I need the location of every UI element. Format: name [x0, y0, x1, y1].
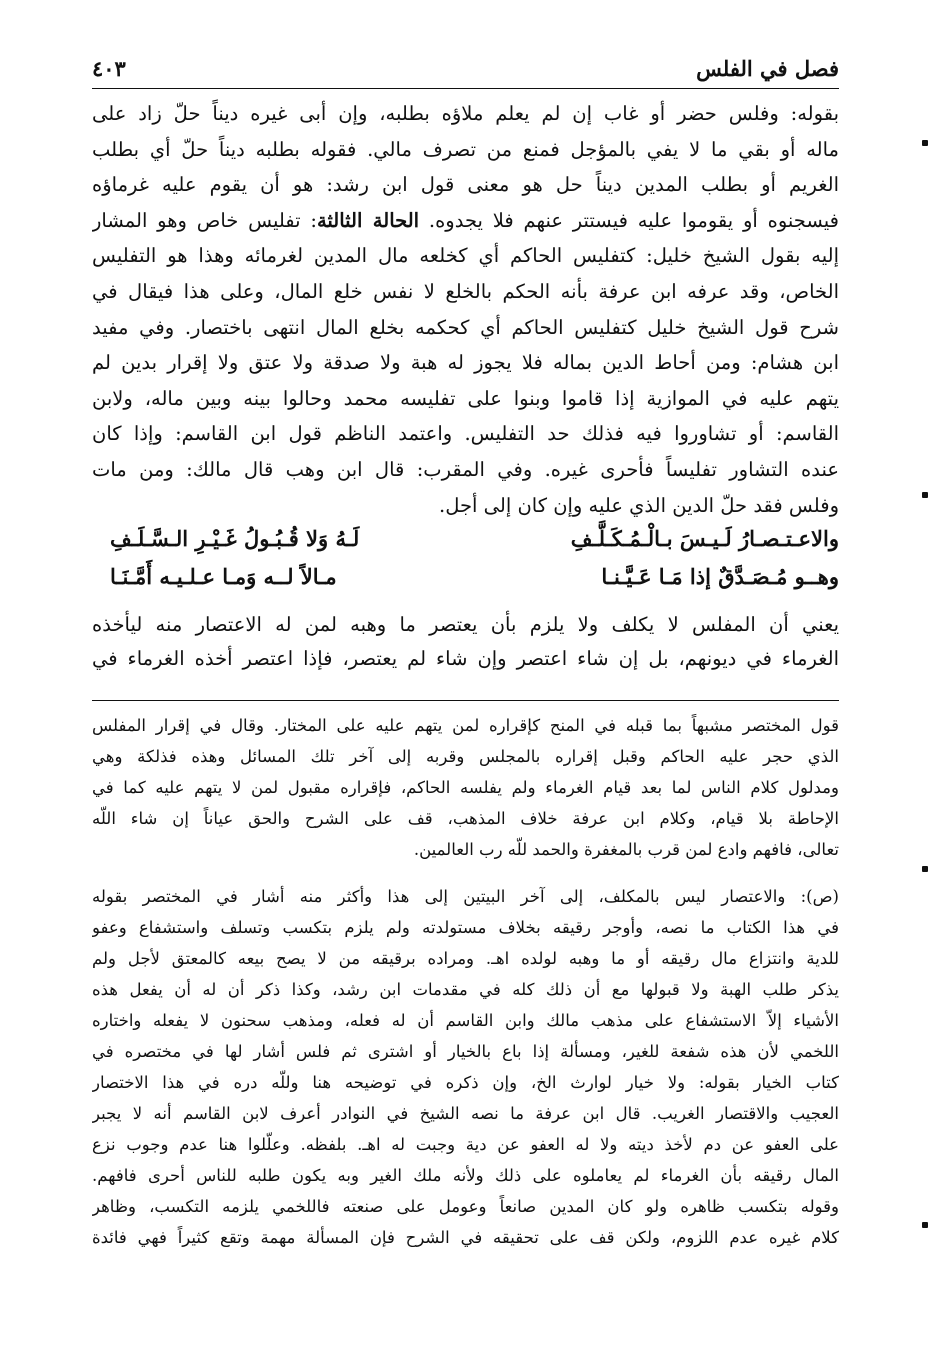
- margin-mark: [922, 140, 928, 146]
- footnote-line: الإحاطة بلا قيام، وكلام ابن عرفة خلاف المذهب، قف على الشرح والحق عياناً إن شاء اللّه: [92, 809, 839, 828]
- margin-mark: [922, 492, 928, 498]
- header-rule: [92, 88, 839, 89]
- text-line: [92, 203, 839, 239]
- text-run: فيسجنوه أو يقوموا عليه فيستتر عنهم فلا يجدوه.: [419, 208, 839, 232]
- verse-second-hemistich: لَـهُ وَلا قُـبُـولُ غَـيْـرِ الـسَّـلَـفِ: [110, 526, 360, 551]
- text-line: يعني أن المفلس لا يكلف ولا يلزم بأن يعتصر ما وهبه لمن له الاعتصار منه ليأخذه: [92, 613, 839, 636]
- footnote-line: تعالى، فافهم وادع لمن قرب بالمغفرة والحمد للّه رب العالمين.: [413, 840, 839, 859]
- footnote-line: الأشياء إلاّ الاستشفاع على مذهب مالك وابن القاسم أن له فعله، ومذهب سحنون لا يفعله واختاره: [92, 1011, 839, 1030]
- verse-first-hemistich: وهــو مُـصَـدَّقٌ إذا مَـا عَـيَّـنـا: [601, 564, 839, 589]
- footnote-rule: [92, 700, 839, 701]
- footnote-line: ومدلول كلام الناس لما بعد قيام الغرماء ولم يفلسه الحاكم، فإقراره مقبول لمن لا يتهم عليه كما في: [92, 778, 839, 797]
- footnote-line: قول المختصر مشبهاً بما قبله في المنح كإقراره لمن يتهم عليه على المختار. وقال في إقرار المفلس: [92, 716, 839, 735]
- text-line: ابن هشام: ومن أحاط الدين بماله فلا يجوز له هبة ولا صدقة ولا عتق ولا إقرار بدين لم: [92, 351, 839, 375]
- margin-mark: [922, 1222, 928, 1228]
- running-title: فصل في الفلس: [696, 56, 839, 81]
- footnote-line: كلام غيره عدم اللزوم، ولكن قف على تحقيقه في الشرح فإن المسألة مهمة وتقع كثيراً فهي فائدة: [92, 1228, 839, 1247]
- verse-first-hemistich: والاعـتـصـارُ لَـيـسَ بـالْـمُـكَـلَّـفِ: [570, 526, 839, 551]
- footnote-line: العجيب والاقتصار الغريب. قال ابن عرفة ما نصه الشيخ في النوادر أعرف لابن القاسم أنه لا يجبر: [92, 1104, 839, 1123]
- text-line: بقوله: وفلس حضر أو غاب إن لم يعلم ملاؤه بطلبه، وإن أبى غيره ديناً حلّ زاد على: [92, 102, 839, 125]
- verse-line: [100, 526, 839, 560]
- section-heading: الحالة الثالثة: [316, 208, 420, 232]
- footnote-line: يذكر طلب الهبة ولا قبولها مع أن ذلك كله في مقدمات ابن رشد، وكذا ذكر أن له أن يفعل هذه: [92, 980, 839, 999]
- text-line: إليه بقول الشيخ خليل: كتفليس الحاكم أي كخلعه مال المدين لغرمائه وهذا هو التفليس: [92, 244, 839, 268]
- text-line: وفلس فقد حلّ الدين الذي عليه وإن كان إلى أجل.: [439, 493, 839, 517]
- footnote-line: على العفو عن دم لأخذ ديته ولا له العفو عن دية وجبت له اهـ. بلفظه. وعلّلوا هنا عدم وجوب نزع: [92, 1135, 839, 1154]
- verse-line: [100, 564, 839, 598]
- footnote-line: الذي حجر عليه الحاكم وقبل إقراره بالمجلس وقربه إلى آخر تلك المسائل وهذه فذلكة وهي: [92, 747, 839, 766]
- margin-mark: [922, 866, 928, 872]
- main-text-commentary: [92, 608, 839, 676]
- main-text: [92, 96, 839, 523]
- text-run: : تفليس خاص وهو المشار: [92, 208, 317, 232]
- text-line: ماله أو بقي ما لا يفي بالمؤجل فمنع من تصرف مالي. فقوله بطلبه ديناً حلّ أي بطلب: [92, 137, 839, 161]
- footnote-line: وقوله بتكسب ظاهره ولو كان المدين صانعاً وعومل على صنعته فاللخمي يلزمه التكسب، وظاهر: [92, 1197, 839, 1216]
- text-line: شرح قول الشيخ خليل كتفليس الحاكم أي كحكمه بخلع المال انتهى باختصار. وفي مفيد: [92, 315, 839, 339]
- text-line: الخاص، وقد عرفه ابن عرفة بأنه الحكم بالخلع لا نفس خلع المال، وعلى هذا فيقال في: [92, 279, 839, 303]
- footnote-line: (ص): والاعتصار ليس بالمكلف، إلى آخر البيتين إلى هذا وأكثر منه أشار في المختصر بقوله: [92, 887, 839, 906]
- footnote-line: المال رقيقه بأن الغرماء لم يعاملوه على ذلك ولأنه ملك الغير وبه يكون طلبه للناس أحرى فافهم.: [92, 1166, 839, 1185]
- text-line: يتهم عليه في الموازية إذا قاموا وبنوا على تفليسه محمد وحالوا بينه وبين ماله، ولابن: [92, 386, 839, 410]
- footnote-line: للدية وانتزاع مال رقيقه أو ما وهبه لولده اهـ. ومراده برقيقه من لا يصح بيعه كالمعتق لأجل ولم: [92, 949, 839, 968]
- text-line: الغرماء في ديونهم، بل إن شاء اعتصر وإن شاء لم يعتصر، فإذا اعتصر أخذه الغرماء في: [92, 647, 839, 670]
- page-header: [92, 50, 839, 90]
- footnote-line: في هذا الكتاب ما نصه، وأوجر رقيقه بخلاف مستولدته ولم يلزم بتكسب وتسلف واستشفاع وعفو: [92, 918, 839, 937]
- footnote-line: كتاب الخيار بقوله: ولا خيار لوارث الخ، وإن ذكره في توضيحه هنا وللّه دره في هذا الاختصار: [92, 1073, 839, 1092]
- page-number: ٤٠٣: [92, 56, 126, 81]
- text-line: عنده التشاور تفليساً فأحرى غيره. وفي المقرب: قال ابن وهب قال مالك: ومن مات: [92, 457, 839, 481]
- text-line: الغريم أو بطلب المدين ديناً حل هو معنى قول ابن رشد: هو أن يقوم عليه غرماؤه: [92, 173, 839, 197]
- footnote-gap: [92, 865, 839, 881]
- text-line: القاسم: أو تشاوروا فيه فذلك حد التفليس. واعتمد الناظم قول ابن القاسم: وإذا كان: [92, 422, 839, 446]
- footnote-line: اللخمي لأن هذه شفعة للغير، ومسألة إذا باع بالخيار أو اشترى ثم فلس أشار لها في مختصره في: [92, 1042, 839, 1061]
- footnotes: [92, 710, 839, 1253]
- verse-second-hemistich: مـالاً لــه وَمـا عـلـيـه أَمَّـنَـا: [110, 564, 337, 589]
